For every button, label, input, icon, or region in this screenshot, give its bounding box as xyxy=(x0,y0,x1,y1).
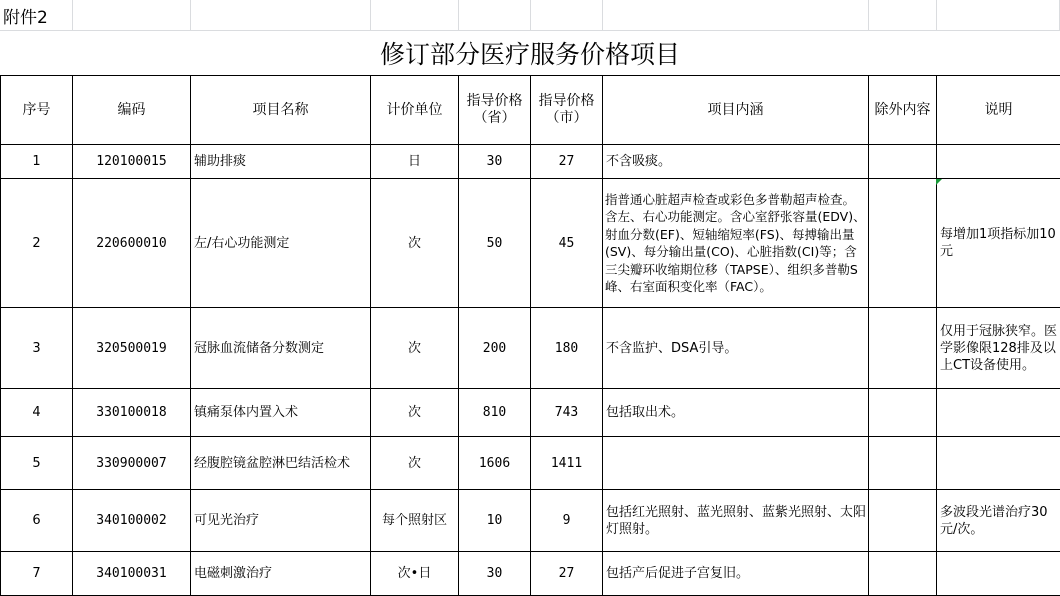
cell-unit[interactable]: 每个照射区 xyxy=(371,490,459,552)
cell-excluded[interactable] xyxy=(869,552,937,596)
cell-content[interactable] xyxy=(603,437,869,490)
cell-code[interactable]: 330900007 xyxy=(73,437,191,490)
cell-code[interactable]: 340100002 xyxy=(73,490,191,552)
cell-note-text: 仅用于冠脉狭窄。医学影像限128排及以上CT设备使用。 xyxy=(940,323,1058,373)
cell-price-city[interactable]: 1411 xyxy=(531,437,603,490)
cell-note[interactable] xyxy=(937,179,1060,308)
header-content[interactable]: 项目内涵 xyxy=(603,76,869,145)
cell-seq[interactable]: 1 xyxy=(0,145,73,179)
cell-excluded[interactable] xyxy=(869,145,937,179)
cell-content-text: 指普通心脏超声检查或彩色多普勒超声检查。含左、右心功能测定。含心室舒张容量(EDV)、射血分数(EF)、短轴缩短率(FS)、每搏输出量(SV)、每分输出量(CO)、心脏指数(CI)等；含三尖瓣环收缩期位移（TAPSE）、组织多普勒S峰、右室面积变化率（FAC）。 xyxy=(605,191,866,294)
header-unit[interactable]: 计价单位 xyxy=(371,76,459,145)
empty-cell[interactable] xyxy=(937,0,1060,31)
cell-excluded[interactable] xyxy=(869,437,937,490)
cell-unit[interactable]: 次 xyxy=(371,179,459,308)
header-note[interactable]: 说明 xyxy=(937,76,1060,145)
cell-price-city[interactable]: 27 xyxy=(531,552,603,596)
cell-seq[interactable]: 6 xyxy=(0,490,73,552)
header-price-city[interactable]: 指导价格（市） xyxy=(531,76,603,145)
cell-excluded[interactable] xyxy=(869,179,937,308)
cell-note[interactable] xyxy=(937,437,1060,490)
empty-cell[interactable] xyxy=(191,0,371,31)
header-code[interactable]: 编码 xyxy=(73,76,191,145)
header-price-province[interactable]: 指导价格（省） xyxy=(459,76,531,145)
empty-cell[interactable] xyxy=(73,0,191,31)
cell-content[interactable]: 包括产后促进子宫复旧。 xyxy=(603,552,869,596)
cell-content[interactable]: 不含吸痰。 xyxy=(603,145,869,179)
cell-name[interactable]: 左/右心功能测定 xyxy=(191,179,371,308)
cell-unit[interactable]: 次 xyxy=(371,308,459,389)
cell-price-province[interactable]: 50 xyxy=(459,179,531,308)
cell-code[interactable]: 330100018 xyxy=(73,389,191,437)
cell-name[interactable]: 冠脉血流储备分数测定 xyxy=(191,308,371,389)
cell-price-province[interactable]: 200 xyxy=(459,308,531,389)
cell-note[interactable] xyxy=(937,490,1060,552)
cell-note-text: 每增加1项指标加10元 xyxy=(940,227,1056,259)
cell-price-province[interactable]: 30 xyxy=(459,145,531,179)
cell-excluded[interactable] xyxy=(869,389,937,437)
cell-name[interactable]: 电磁刺激治疗 xyxy=(191,552,371,596)
cell-name[interactable]: 可见光治疗 xyxy=(191,490,371,552)
empty-cell[interactable] xyxy=(603,0,869,31)
cell-content[interactable]: 包括取出术。 xyxy=(603,389,869,437)
cell-content[interactable] xyxy=(603,179,869,308)
cell-note[interactable] xyxy=(937,552,1060,596)
empty-cell[interactable] xyxy=(531,0,603,31)
cell-note[interactable] xyxy=(937,308,1060,389)
cell-name[interactable]: 镇痛泵体内置入术 xyxy=(191,389,371,437)
cell-price-city[interactable]: 9 xyxy=(531,490,603,552)
cell-price-province[interactable]: 10 xyxy=(459,490,531,552)
cell-note[interactable] xyxy=(937,145,1060,179)
cell-seq[interactable]: 4 xyxy=(0,389,73,437)
cell-unit[interactable]: 日 xyxy=(371,145,459,179)
cell-excluded[interactable] xyxy=(869,308,937,389)
cell-note[interactable] xyxy=(937,389,1060,437)
empty-cell[interactable] xyxy=(459,0,531,31)
cell-note-text: 多波段光谱治疗30元/次。 xyxy=(940,504,1048,537)
cell-unit[interactable]: 次 xyxy=(371,437,459,490)
cell-price-city[interactable]: 180 xyxy=(531,308,603,389)
table-title[interactable]: 修订部分医疗服务价格项目 xyxy=(0,31,1060,76)
header-excluded[interactable]: 除外内容 xyxy=(869,76,937,145)
cell-name-text: 经腹腔镜盆腔淋巴结活检术 xyxy=(194,455,351,471)
cell-code[interactable]: 220600010 xyxy=(73,179,191,308)
cell-content-text: 包括红光照射、蓝光照射、蓝紫光照射、太阳灯照射。 xyxy=(606,504,867,537)
cell-seq[interactable]: 2 xyxy=(0,179,73,308)
cell-name[interactable]: 辅助排痰 xyxy=(191,145,371,179)
empty-cell[interactable] xyxy=(869,0,937,31)
cell-price-city[interactable]: 743 xyxy=(531,389,603,437)
cell-content[interactable]: 不含监护、DSA引导。 xyxy=(603,308,869,389)
attachment-label[interactable]: 附件2 xyxy=(0,0,73,31)
cell-name[interactable] xyxy=(191,437,371,490)
cell-code[interactable]: 340100031 xyxy=(73,552,191,596)
header-name[interactable]: 项目名称 xyxy=(191,76,371,145)
cell-code[interactable]: 320500019 xyxy=(73,308,191,389)
comment-indicator-icon[interactable] xyxy=(936,179,942,185)
cell-seq[interactable]: 7 xyxy=(0,552,73,596)
empty-cell[interactable] xyxy=(371,0,459,31)
header-seq[interactable]: 序号 xyxy=(0,76,73,145)
cell-content[interactable] xyxy=(603,490,869,552)
cell-code[interactable]: 120100015 xyxy=(73,145,191,179)
cell-excluded[interactable] xyxy=(869,490,937,552)
cell-seq[interactable]: 3 xyxy=(0,308,73,389)
cell-price-province[interactable]: 30 xyxy=(459,552,531,596)
cell-price-city[interactable]: 27 xyxy=(531,145,603,179)
cell-price-city[interactable]: 45 xyxy=(531,179,603,308)
cell-price-province[interactable]: 1606 xyxy=(459,437,531,490)
cell-unit[interactable]: 次•日 xyxy=(371,552,459,596)
cell-unit[interactable]: 次 xyxy=(371,389,459,437)
cell-seq[interactable]: 5 xyxy=(0,437,73,490)
cell-price-province[interactable]: 810 xyxy=(459,389,531,437)
